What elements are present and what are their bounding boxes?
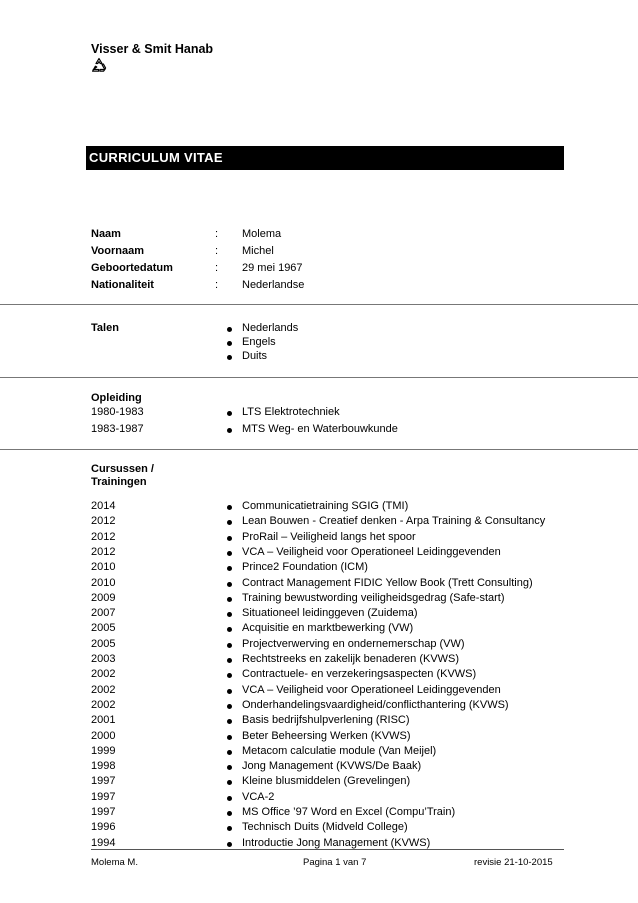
course-year: 2003 — [91, 653, 116, 665]
name-value: Molema — [242, 228, 282, 240]
bullet — [227, 704, 232, 709]
course-item: Jong Management (KVWS/De Baak) — [242, 760, 422, 772]
course-year: 1996 — [91, 821, 116, 833]
bullet — [227, 842, 232, 847]
bullet — [227, 520, 232, 525]
course-item: Projectverwerving en ondernemerschap (VW) — [242, 638, 465, 650]
course-year: 2002 — [91, 684, 116, 696]
bullet — [227, 566, 232, 571]
course-item: Communicatietraining SGIG (TMI) — [242, 500, 409, 512]
bullet — [227, 582, 232, 587]
course-item: Training bewustwording veiligheidsgedrag (Safe-start) — [242, 592, 505, 604]
course-year: 1999 — [91, 745, 116, 757]
course-year: 2002 — [91, 699, 116, 711]
course-item: VCA-2 — [242, 791, 275, 803]
course-item: MS Office ’97 Word en Excel (Compu’Train) — [242, 806, 456, 818]
bullet — [227, 673, 232, 678]
course-item: Introductie Jong Management (KVWS) — [242, 837, 431, 849]
course-year: 2014 — [91, 500, 116, 512]
footer-author: Molema M. — [91, 857, 138, 868]
bullet — [227, 551, 232, 556]
course-item: Kleine blusmiddelen (Grevelingen) — [242, 775, 411, 787]
bullet — [227, 627, 232, 632]
course-year: 1997 — [91, 791, 116, 803]
nationality-label: Nationaliteit — [91, 279, 154, 291]
bullet — [227, 765, 232, 770]
bullet — [227, 643, 232, 648]
recycle-icon — [91, 57, 107, 73]
course-year: 2012 — [91, 546, 116, 558]
footer-divider — [91, 849, 564, 850]
education-label: Opleiding — [91, 392, 142, 404]
bullet — [227, 536, 232, 541]
footer-revision: revisie 21-10-2015 — [474, 857, 553, 868]
bullet — [227, 597, 232, 602]
course-year: 1994 — [91, 837, 116, 849]
colon: : — [215, 279, 219, 291]
bullet — [227, 355, 232, 360]
bullet — [227, 505, 232, 510]
course-year: 1998 — [91, 760, 116, 772]
course-year: 1997 — [91, 775, 116, 787]
colon: : — [215, 228, 219, 240]
course-year: 2005 — [91, 638, 116, 650]
course-year: 2009 — [91, 592, 116, 604]
course-item: VCA – Veiligheid voor Operationeel Leidinggevenden — [242, 546, 501, 558]
bullet — [227, 780, 232, 785]
page-title: CURRICULUM VITAE — [89, 150, 223, 165]
divider — [0, 377, 638, 378]
birthdate-label: Geboortedatum — [91, 262, 173, 274]
bullet — [227, 327, 232, 332]
name-label: Naam — [91, 228, 121, 240]
course-year: 2005 — [91, 622, 116, 634]
birthdate-value: 29 mei 1967 — [242, 262, 303, 274]
bullet — [227, 341, 232, 346]
firstname-label: Voornaam — [91, 245, 144, 257]
course-year: 1997 — [91, 806, 116, 818]
course-item: Acquisitie en marktbewerking (VW) — [242, 622, 414, 634]
course-year: 2000 — [91, 730, 116, 742]
course-item: Basis bedrijfshulpverlening (RISC) — [242, 714, 410, 726]
course-year: 2002 — [91, 668, 116, 680]
bullet — [227, 411, 232, 416]
nationality-value: Nederlandse — [242, 279, 305, 291]
language-item: Engels — [242, 336, 276, 348]
course-year: 2012 — [91, 515, 116, 527]
course-item: Prince2 Foundation (ICM) — [242, 561, 368, 573]
language-item: Duits — [242, 350, 268, 362]
courses-label: Trainingen — [91, 476, 147, 488]
bullet — [227, 735, 232, 740]
course-item: Situationeel leidinggeven (Zuidema) — [242, 607, 418, 619]
footer-page-number: Pagina 1 van 7 — [303, 857, 367, 868]
course-year: 2012 — [91, 531, 116, 543]
course-item: ProRail – Veiligheid langs het spoor — [242, 531, 416, 543]
bullet — [227, 826, 232, 831]
languages-label: Talen — [91, 322, 119, 334]
bullet — [227, 796, 232, 801]
course-item: VCA – Veiligheid voor Operationeel Leidinggevenden — [242, 684, 501, 696]
bullet — [227, 750, 232, 755]
course-year: 2007 — [91, 607, 116, 619]
bullet — [227, 612, 232, 617]
course-item: Metacom calculatie module (Van Meijel) — [242, 745, 437, 757]
language-item: Nederlands — [242, 322, 299, 334]
course-item: Beter Beheersing Werken (KVWS) — [242, 730, 411, 742]
course-item: Lean Bouwen - Creatief denken - Arpa Training & Consultancy — [242, 515, 546, 527]
course-item: Contractuele- en verzekeringsaspecten (KVWS) — [242, 668, 477, 680]
bullet — [227, 811, 232, 816]
education-year: 1983-1987 — [91, 423, 144, 435]
course-item: Rechtstreeks en zakelijk benaderen (KVWS) — [242, 653, 460, 665]
course-year: 2010 — [91, 561, 116, 573]
education-item: LTS Elektrotechniek — [242, 406, 340, 418]
colon: : — [215, 262, 219, 274]
education-item: MTS Weg- en Waterbouwkunde — [242, 423, 398, 435]
company-name: Visser & Smit Hanab — [91, 42, 214, 56]
bullet — [227, 658, 232, 663]
course-item: Onderhandelingsvaardigheid/conflicthantering (KVWS) — [242, 699, 509, 711]
title-bar — [86, 146, 564, 170]
course-item: Technisch Duits (Midveld College) — [242, 821, 408, 833]
course-item: Contract Management FIDIC Yellow Book (Trett Consulting) — [242, 577, 533, 589]
firstname-value: Michel — [242, 245, 274, 257]
course-year: 2010 — [91, 577, 116, 589]
course-year: 2001 — [91, 714, 116, 726]
bullet — [227, 428, 232, 433]
divider — [0, 304, 638, 305]
education-year: 1980-1983 — [91, 406, 144, 418]
divider — [0, 449, 638, 450]
colon: : — [215, 245, 219, 257]
bullet — [227, 719, 232, 724]
courses-label: Cursussen / — [91, 463, 154, 475]
bullet — [227, 689, 232, 694]
